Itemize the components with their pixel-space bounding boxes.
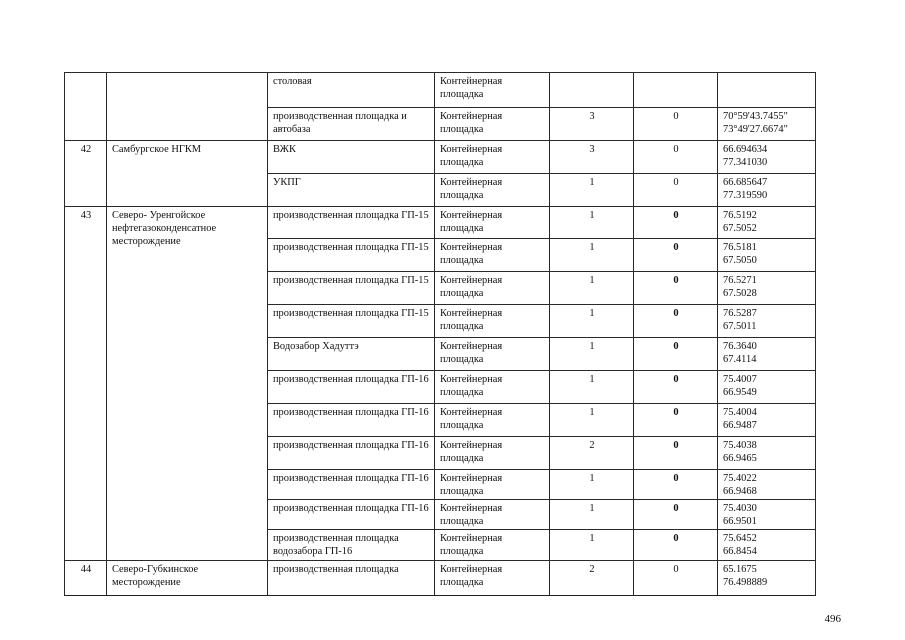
cell-deposit: [107, 73, 268, 141]
table-row: [65, 73, 816, 108]
table-row: [65, 561, 816, 596]
cell-site-type: Контейнерная площадка: [435, 108, 550, 141]
cell-site-type: Контейнерная площадка: [435, 404, 550, 437]
cell-extra: 0: [634, 141, 718, 174]
cell-extra: 0: [634, 470, 718, 500]
cell-object: ВЖК: [268, 141, 435, 174]
cell-object: производственная площадка ГП-15: [268, 207, 435, 239]
cell-extra: 0: [634, 437, 718, 470]
cell-quantity: 1: [550, 371, 634, 404]
cell-object: производственная площадка ГП-15: [268, 272, 435, 305]
cell-number: 44: [65, 561, 107, 596]
cell-extra: 0: [634, 108, 718, 141]
cell-number: 43: [65, 207, 107, 561]
cell-object: производственная площадка ГП-16: [268, 371, 435, 404]
cell-extra: 0: [634, 305, 718, 338]
cell-quantity: 1: [550, 174, 634, 207]
cell-coordinates: 76.5181 67.5050: [718, 239, 816, 272]
cell-quantity: 1: [550, 305, 634, 338]
cell-extra: 0: [634, 500, 718, 530]
cell-site-type: Контейнерная площадка: [435, 500, 550, 530]
cell-quantity: 1: [550, 500, 634, 530]
cell-site-type: Контейнерная площадка: [435, 530, 550, 561]
cell-site-type: Контейнерная площадка: [435, 174, 550, 207]
cell-extra: 0: [634, 530, 718, 561]
cell-coordinates: 76.3640 67.4114: [718, 338, 816, 371]
cell-deposit: Самбургское НГКМ: [107, 141, 268, 207]
cell-extra: 0: [634, 272, 718, 305]
cell-quantity: 2: [550, 561, 634, 596]
cell-extra: 0: [634, 404, 718, 437]
cell-coordinates: 76.5287 67.5011: [718, 305, 816, 338]
cell-object: производственная площадка водозабора ГП-16: [268, 530, 435, 561]
cell-object: производственная площадка ГП-15: [268, 239, 435, 272]
cell-quantity: 3: [550, 108, 634, 141]
cell-site-type: Контейнерная площадка: [435, 239, 550, 272]
table-row: [65, 207, 816, 239]
page-number: 496: [824, 613, 841, 625]
cell-quantity: 1: [550, 338, 634, 371]
cell-coordinates: 75.4004 66.9487: [718, 404, 816, 437]
cell-quantity: 1: [550, 470, 634, 500]
cell-object: Водозабор Хадуттэ: [268, 338, 435, 371]
cell-coordinates: 76.5192 67.5052: [718, 207, 816, 239]
cell-object: производственная площадка ГП-15: [268, 305, 435, 338]
cell-object: производственная площадка ГП-16: [268, 470, 435, 500]
cell-coordinates: 75.4030 66.9501: [718, 500, 816, 530]
cell-site-type: Контейнерная площадка: [435, 73, 550, 108]
cell-object: производственная площадка ГП-16: [268, 500, 435, 530]
cell-quantity: 1: [550, 530, 634, 561]
cell-quantity: 1: [550, 207, 634, 239]
cell-site-type: Контейнерная площадка: [435, 272, 550, 305]
cell-object: производственная площадка и автобаза: [268, 108, 435, 141]
table-body: [65, 73, 816, 596]
cell-deposit: Северо-Губкинское месторождение: [107, 561, 268, 596]
cell-extra: 0: [634, 174, 718, 207]
cell-deposit: Северо- Уренгойское нефтегазоконденсатное месторождение: [107, 207, 268, 561]
cell-object: производственная площадка ГП-16: [268, 437, 435, 470]
cell-site-type: Контейнерная площадка: [435, 338, 550, 371]
cell-coordinates: 66.685647 77.319590: [718, 174, 816, 207]
cell-site-type: Контейнерная площадка: [435, 470, 550, 500]
cell-extra: 0: [634, 239, 718, 272]
cell-coordinates: 70°59'43.7455" 73°49'27.6674": [718, 108, 816, 141]
cell-site-type: Контейнерная площадка: [435, 371, 550, 404]
table-row: [65, 141, 816, 174]
cell-object: столовая: [268, 73, 435, 108]
cell-quantity: 1: [550, 272, 634, 305]
cell-coordinates: [718, 73, 816, 108]
cell-number: [65, 73, 107, 141]
cell-object: производственная площадка ГП-16: [268, 404, 435, 437]
cell-coordinates: 75.4038 66.9465: [718, 437, 816, 470]
cell-coordinates: 75.6452 66.8454: [718, 530, 816, 561]
cell-extra: [634, 73, 718, 108]
cell-site-type: Контейнерная площадка: [435, 207, 550, 239]
cell-quantity: 3: [550, 141, 634, 174]
cell-site-type: Контейнерная площадка: [435, 141, 550, 174]
cell-quantity: 1: [550, 404, 634, 437]
cell-extra: 0: [634, 207, 718, 239]
cell-coordinates: 75.4007 66.9549: [718, 371, 816, 404]
cell-coordinates: 75.4022 66.9468: [718, 470, 816, 500]
cell-number: 42: [65, 141, 107, 207]
cell-quantity: 1: [550, 239, 634, 272]
cell-coordinates: 65.1675 76.498889: [718, 561, 816, 596]
cell-object: УКПГ: [268, 174, 435, 207]
cell-coordinates: 76.5271 67.5028: [718, 272, 816, 305]
cell-object: производственная площадка: [268, 561, 435, 596]
cell-extra: 0: [634, 371, 718, 404]
cell-quantity: [550, 73, 634, 108]
cell-site-type: Контейнерная площадка: [435, 561, 550, 596]
cell-site-type: Контейнерная площадка: [435, 437, 550, 470]
waste-sites-table: [64, 72, 816, 596]
cell-extra: 0: [634, 338, 718, 371]
cell-site-type: Контейнерная площадка: [435, 305, 550, 338]
cell-quantity: 2: [550, 437, 634, 470]
cell-extra: 0: [634, 561, 718, 596]
cell-coordinates: 66.694634 77.341030: [718, 141, 816, 174]
